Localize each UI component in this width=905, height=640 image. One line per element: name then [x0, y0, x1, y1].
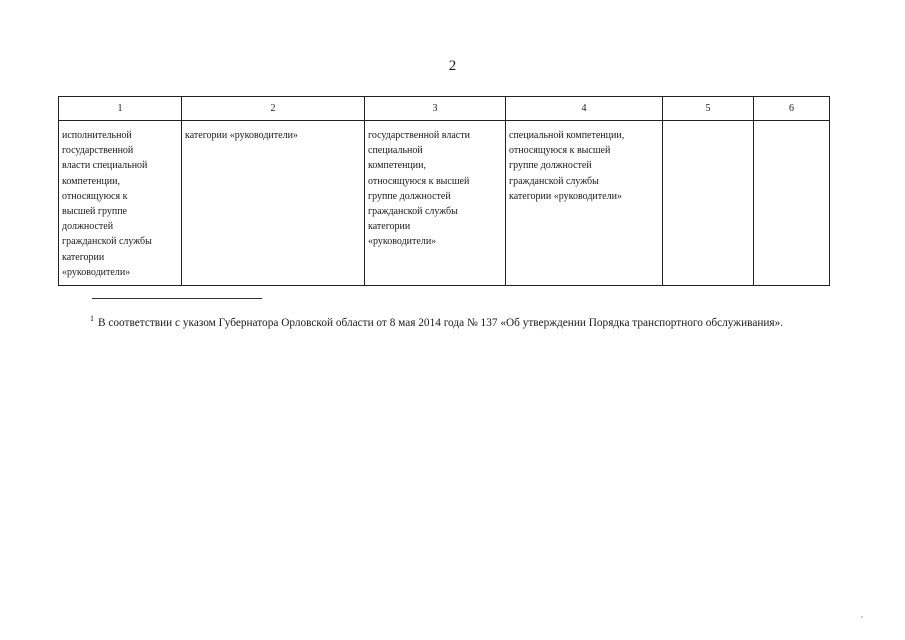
column-number-4: 4 [506, 97, 663, 121]
table-cell-6 [754, 121, 830, 286]
column-number-3: 3 [365, 97, 506, 121]
table-cell-5 [663, 121, 754, 286]
footnote-separator [92, 298, 262, 299]
table-header-row [59, 97, 830, 121]
table-cell-1: исполнительной государственной власти специальной компетенции, относящуюся к высшей группе должностей гражданской службы категории «руководители» [59, 121, 182, 286]
table-cell-3: государственной власти специальной компетенции, относящуюся к высшей группе должностей гражданской службы категории «руководители» [365, 121, 506, 286]
column-number-6: 6 [754, 97, 830, 121]
footnote [90, 311, 842, 331]
column-number-2: 2 [182, 97, 365, 121]
table-cell-4: специальной компетенции, относящуюся к высшей группе должностей гражданской службы категории «руководители» [506, 121, 663, 286]
footnote-text: В соответствии с указом Губернатора Орловской области от 8 мая 2014 года № 137 «Об утверждении Порядка транспортного обслуживания». [98, 317, 784, 329]
column-number-1: 1 [59, 97, 182, 121]
document-table [58, 96, 830, 286]
table-row [59, 121, 830, 286]
page-number: 2 [448, 58, 457, 74]
table-cell-2: категории «руководители» [182, 121, 365, 286]
column-number-5: 5 [663, 97, 754, 121]
footnote-marker: 1 [90, 314, 94, 323]
scan-dot-mark [861, 616, 863, 618]
